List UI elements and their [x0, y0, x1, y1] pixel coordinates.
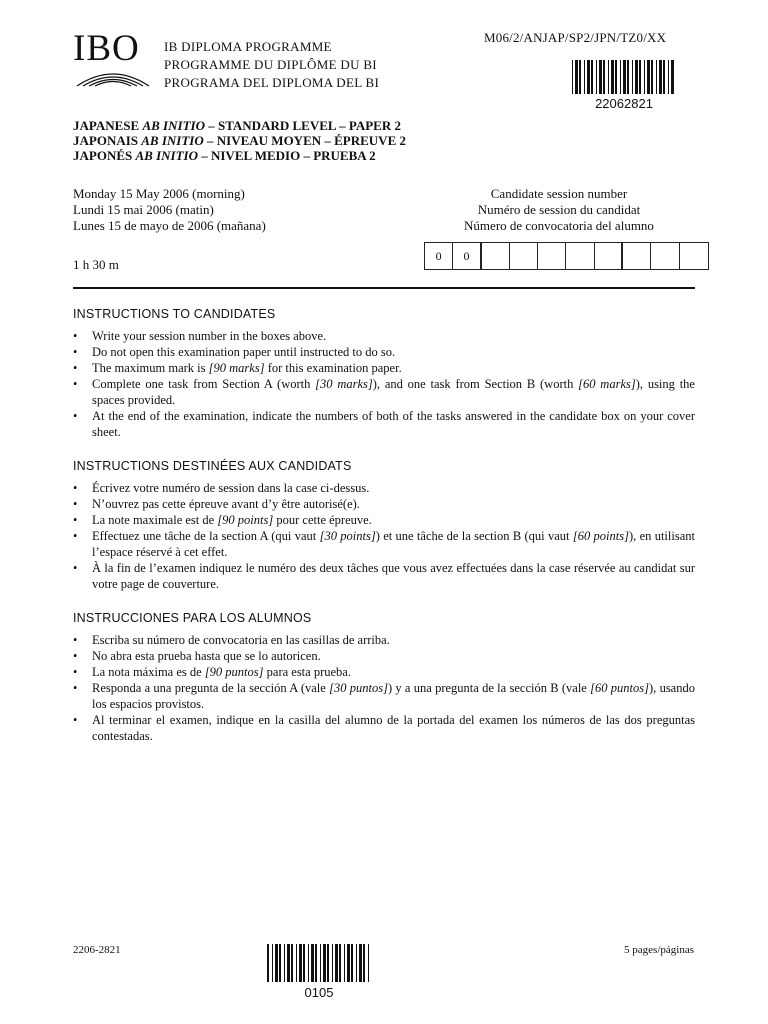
barcode-bar — [572, 60, 573, 94]
barcode-bar — [267, 944, 269, 982]
ibo-logo — [73, 30, 151, 86]
instruction-item: • La note maximale est de [90 points] pour cette épreuve. — [73, 512, 695, 528]
barcode-bar — [587, 60, 590, 94]
barcode-bar — [620, 60, 621, 94]
barcode-bar — [299, 944, 302, 982]
candidate-box[interactable] — [510, 243, 538, 269]
barcode-bar — [656, 60, 657, 94]
candidate-box[interactable]: 0 — [453, 243, 481, 269]
barcode-bar — [663, 60, 665, 94]
barcode-bar — [668, 60, 669, 94]
instruction-item: • Complete one task from Section A (worth [30 marks]), and one task from Section B (worth [60 marks]), using the spaces provided. — [73, 376, 695, 408]
barcode-bar — [291, 944, 293, 982]
barcode-bar — [615, 60, 617, 94]
barcode-bar — [575, 60, 578, 94]
footer-code: 2206-2821 — [73, 944, 121, 956]
instruction-item: • La nota máxima es de [90 puntos] para esta prueba. — [73, 664, 695, 680]
barcode-bar — [275, 944, 278, 982]
barcode-bar — [608, 60, 609, 94]
instruction-item: • Effectuez une tâche de la section A (qui vaut [30 points]) et une tâche de la section B (qui vaut [60 points]), en utilisant l’espace réservé à cet effet. — [73, 528, 695, 560]
barcode-bar — [287, 944, 290, 982]
instruction-item: • Responda a una pregunta de la sección A (vale [30 puntos]) y a una pregunta de la sección B (vale [60 puntos]), usando los espacios provistos. — [73, 680, 695, 712]
date-es: Lunes 15 de mayo de 2006 (mañana) — [73, 218, 266, 233]
date-en: Monday 15 May 2006 (morning) — [73, 186, 245, 201]
barcode-bar — [339, 944, 341, 982]
date-fr: Lundi 15 mai 2006 (matin) — [73, 202, 214, 217]
candidate-box[interactable] — [595, 243, 623, 269]
barcode-bar — [632, 60, 633, 94]
instruction-item: • Al terminar el examen, indique en la casilla del alumno de la portada del examen los números de las dos preguntas contestadas. — [73, 712, 695, 744]
barcode-bar — [320, 944, 321, 982]
candidate-label-fr: Numéro de session du candidat — [477, 202, 641, 217]
barcode-bar — [644, 60, 645, 94]
candidate-box[interactable] — [651, 243, 679, 269]
title-fr: JAPONAIS AB INITIO – NIVEAU MOYEN – ÉPREUVE 2 — [73, 133, 406, 148]
instructions-list-en — [73, 328, 695, 440]
barcode-bar — [303, 944, 305, 982]
candidate-session-labels — [424, 186, 694, 234]
instructions-heading-es: INSTRUCCIONES PARA LOS ALUMNOS — [73, 611, 312, 625]
footer-pages: 5 pages/páginas — [624, 944, 694, 956]
instruction-item: • At the end of the examination, indicate the numbers of both of the tasks answered in the candidate box on your cover sheet. — [73, 408, 695, 440]
exam-titles — [73, 118, 406, 163]
programme-name-fr: PROGRAMME DU DIPLÔME DU BI — [164, 57, 377, 72]
barcode-bar — [596, 60, 597, 94]
barcode-bar — [627, 60, 629, 94]
barcode-bar — [323, 944, 326, 982]
barcode-bar — [315, 944, 317, 982]
barcode-bar — [351, 944, 353, 982]
instructions-heading-fr: INSTRUCTIONS DESTINÉES AUX CANDIDATS — [73, 459, 352, 473]
barcode-bar — [584, 60, 585, 94]
instruction-item: • Escriba su número de convocatoria en las casillas de arriba. — [73, 632, 695, 648]
exam-dates — [73, 186, 266, 234]
barcode-bar — [311, 944, 314, 982]
barcode-bar — [347, 944, 350, 982]
programme-names — [164, 38, 379, 92]
barcode-bar — [356, 944, 357, 982]
instructions-heading-en: INSTRUCTIONS TO CANDIDATES — [73, 307, 276, 321]
barcode-bar — [363, 944, 365, 982]
instruction-item: • Write your session number in the boxes above. — [73, 328, 695, 344]
candidate-label-en: Candidate session number — [490, 186, 628, 201]
barcode-bar — [651, 60, 653, 94]
instruction-item: • The maximum mark is [90 marks] for this examination paper. — [73, 360, 695, 376]
barcode-bar — [603, 60, 605, 94]
programme-name-en: IB DIPLOMA PROGRAMME — [164, 39, 332, 54]
candidate-box[interactable] — [566, 243, 594, 269]
programme-name-es: PROGRAMA DEL DIPLOMA DEL BI — [164, 75, 380, 90]
barcode-bar — [279, 944, 281, 982]
barcode-bar — [591, 60, 593, 94]
candidate-box[interactable] — [680, 243, 708, 269]
instructions-list-es — [73, 632, 695, 744]
paper-code: M06/2/ANJAP/SP2/JPN/TZ0/XX — [484, 30, 667, 45]
barcode-bar — [635, 60, 638, 94]
candidate-label-es: Número de convocatoria del alumno — [464, 218, 654, 233]
title-es: JAPONÉS AB INITIO – NIVEL MEDIO – PRUEBA 2 — [73, 148, 376, 163]
candidate-box[interactable]: 0 — [425, 243, 453, 269]
logo-text: IBO — [73, 28, 140, 69]
title-en: JAPANESE AB INITIO – STANDARD LEVEL – PAPER 2 — [73, 118, 401, 133]
bottom-barcode — [265, 944, 373, 982]
barcode-bar — [579, 60, 581, 94]
barcode-bar — [659, 60, 662, 94]
instructions-fr — [73, 458, 695, 592]
barcode-bar — [359, 944, 362, 982]
instructions-es — [73, 610, 695, 744]
instruction-item: • Do not open this examination paper until instructed to do so. — [73, 344, 695, 360]
logo-arcs-icon — [73, 68, 153, 88]
exam-duration: 1 h 30 m — [73, 257, 119, 272]
barcode-bar — [327, 944, 329, 982]
barcode-bar — [647, 60, 650, 94]
candidate-box[interactable] — [623, 243, 651, 269]
instruction-item: • Écrivez votre numéro de session dans la case ci-dessus. — [73, 480, 695, 496]
barcode-bar — [284, 944, 285, 982]
barcode-bar — [344, 944, 345, 982]
instruction-item: • À la fin de l’examen indiquez le numéro des deux tâches que vous avez effectuées dans la case réservée au candidat sur votre page de couverture. — [73, 560, 695, 592]
instruction-item: • N’ouvrez pas cette épreuve avant d’y être autorisé(e). — [73, 496, 695, 512]
instructions-list-fr — [73, 480, 695, 592]
barcode-bar — [599, 60, 602, 94]
barcode-bar — [332, 944, 333, 982]
barcode-bar — [296, 944, 297, 982]
barcode-bar — [308, 944, 309, 982]
instruction-item: • No abra esta prueba hasta que se lo autoricen. — [73, 648, 695, 664]
barcode-bar — [623, 60, 626, 94]
barcode-bar — [272, 944, 273, 982]
header-divider — [73, 287, 695, 289]
barcode-bar — [611, 60, 614, 94]
barcode-bar — [671, 60, 674, 94]
candidate-box[interactable] — [538, 243, 566, 269]
instructions-en — [73, 306, 695, 440]
barcode-bar — [368, 944, 369, 982]
candidate-box[interactable] — [482, 243, 510, 269]
candidate-number-boxes — [424, 242, 709, 270]
barcode-bar — [335, 944, 338, 982]
top-barcode — [570, 60, 678, 94]
barcode-bar — [639, 60, 641, 94]
bottom-barcode-number: 0105 — [304, 985, 334, 1000]
top-barcode-number: 22062821 — [595, 96, 653, 111]
